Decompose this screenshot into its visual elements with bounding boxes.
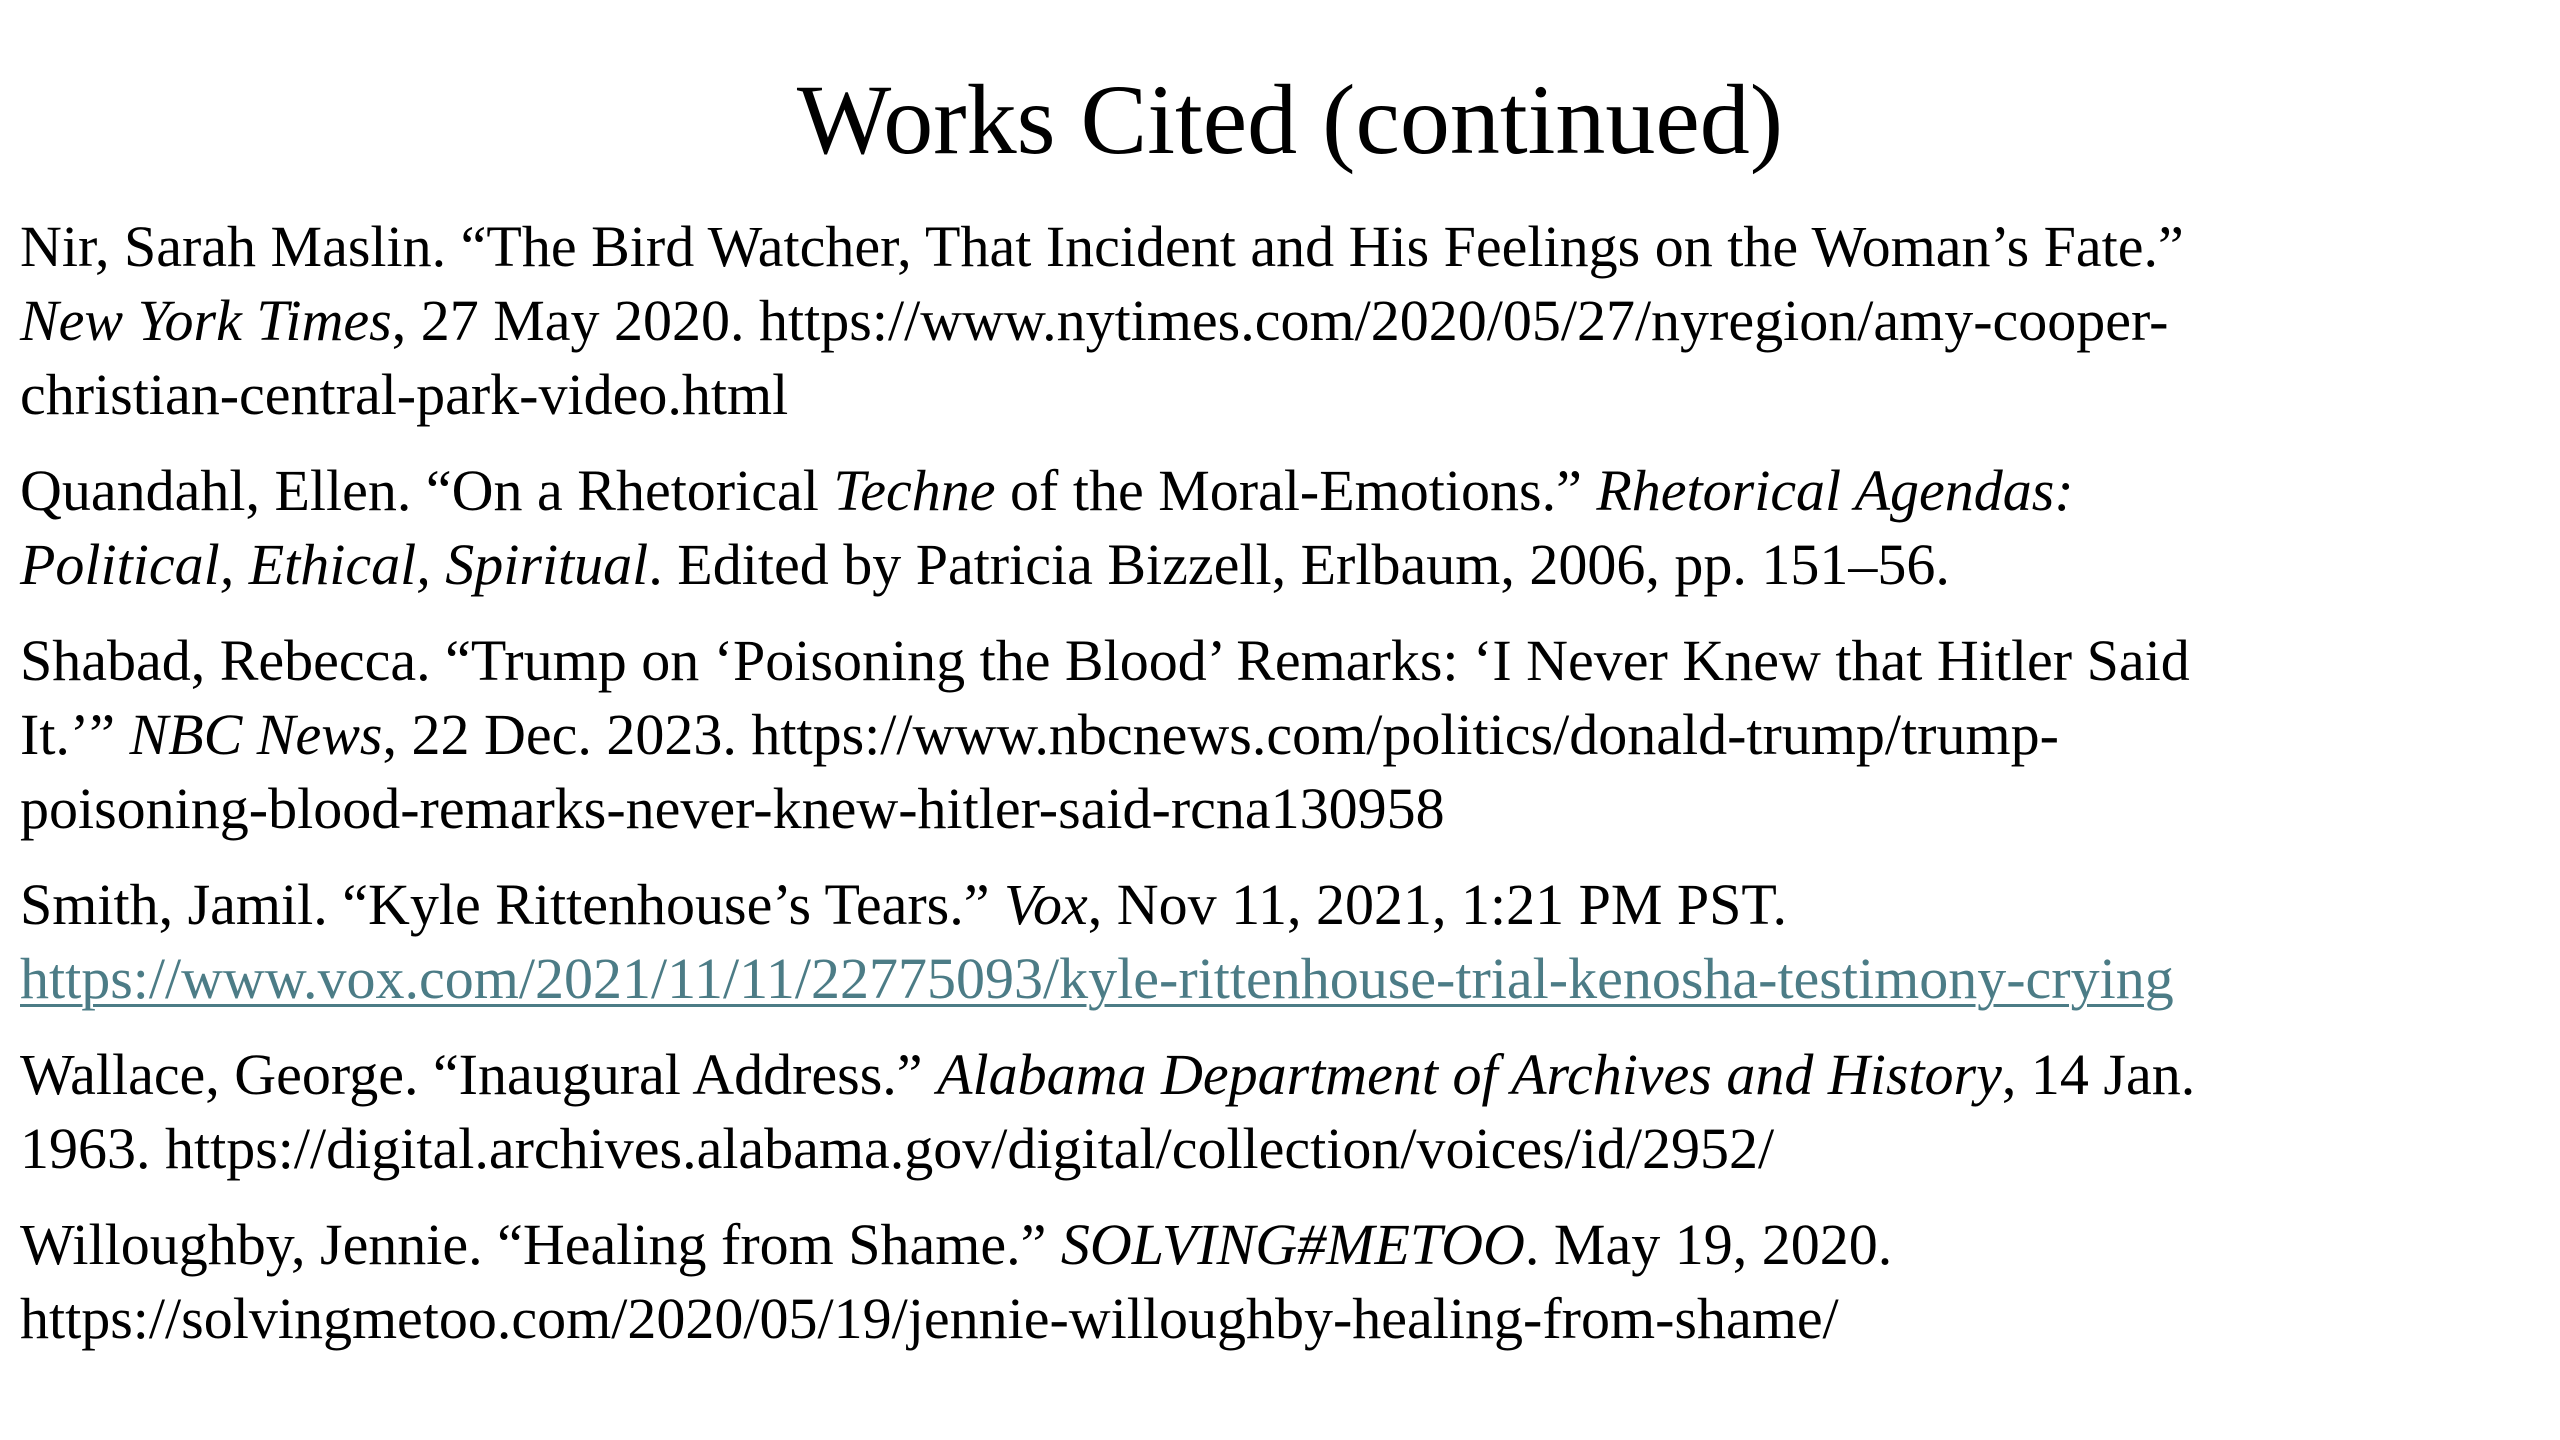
- citation-line: [20, 1038, 2520, 1112]
- citation-source: Vox: [1003, 872, 1088, 937]
- citation-line: [20, 868, 2520, 942]
- works-cited-list: [20, 210, 2520, 1356]
- citation-source: SOLVING#METOO: [1060, 1212, 1525, 1277]
- citation-entry-shabad: [20, 624, 2520, 846]
- citation-entry-nir: [20, 210, 2520, 432]
- citation-text: of the Moral-Emotions.”: [995, 458, 1597, 523]
- citation-text: Nir, Sarah Maslin. “The Bird Watcher, That Incident and His Feelings on the Woman’s Fate.”: [20, 214, 2184, 279]
- citation-line: [20, 210, 2520, 284]
- citation-line: [20, 942, 2520, 1016]
- citation-text: , Nov 11, 2021, 1:21 PM PST.: [1087, 872, 1788, 937]
- citation-text: It.’”: [20, 702, 130, 767]
- citation-line: [20, 358, 2520, 432]
- citation-line: [20, 284, 2520, 358]
- citation-line: [20, 1112, 2520, 1186]
- citation-text: . May 19, 2020.: [1524, 1212, 1893, 1277]
- citation-text: Wallace, George. “Inaugural Address.”: [20, 1042, 938, 1107]
- citation-text: christian-central-park-video.html: [20, 362, 789, 427]
- citation-text: Quandahl, Ellen. “On a Rhetorical: [20, 458, 834, 523]
- citation-line: [20, 1208, 2520, 1282]
- citation-text: https://solvingmetoo.com/2020/05/19/jennie-willoughby-healing-from-shame/: [20, 1286, 1839, 1351]
- slide-title: Works Cited (continued): [796, 64, 1784, 175]
- citation-entry-willoughby: [20, 1208, 2520, 1356]
- citation-text: poisoning-blood-remarks-never-knew-hitler-said-rcna130958: [20, 776, 1445, 841]
- vox-article-link[interactable]: https://www.vox.com/2021/11/11/22775093/kyle-rittenhouse-trial-kenosha-testimony-crying: [20, 946, 2174, 1011]
- citation-line: [20, 1282, 2520, 1356]
- citation-entry-smith: [20, 868, 2520, 1016]
- citation-text: Smith, Jamil. “Kyle Rittenhouse’s Tears.”: [20, 872, 1004, 937]
- citation-entry-wallace: [20, 1038, 2520, 1186]
- citation-text: . Edited by Patricia Bizzell, Erlbaum, 2006, pp. 151–56.: [648, 532, 1950, 597]
- citation-line: [20, 624, 2520, 698]
- citation-text: Willoughby, Jennie. “Healing from Shame.”: [20, 1212, 1061, 1277]
- citation-line: [20, 698, 2520, 772]
- citation-text: , 14 Jan.: [2001, 1042, 2196, 1107]
- citation-source: New York Times: [20, 288, 392, 353]
- citation-source: NBC News: [129, 702, 383, 767]
- citation-text: 1963. https://digital.archives.alabama.gov/digital/collection/voices/id/2952/: [20, 1116, 1775, 1181]
- citation-line: [20, 772, 2520, 846]
- citation-source: Alabama Department of Archives and History: [937, 1042, 2002, 1107]
- citation-source: Rhetorical Agendas:: [1596, 458, 2074, 523]
- citation-source: Political, Ethical, Spiritual: [20, 532, 649, 597]
- citation-line: [20, 528, 2520, 602]
- citation-line: [20, 454, 2520, 528]
- citation-text: Shabad, Rebecca. “Trump on ‘Poisoning the Blood’ Remarks: ‘I Never Knew that Hitler Said: [20, 628, 2190, 693]
- citation-text: , 22 Dec. 2023. https://www.nbcnews.com/politics/donald-trump/trump-: [382, 702, 2059, 767]
- citation-entry-quandahl: [20, 454, 2520, 602]
- citation-italic-term: Techne: [833, 458, 996, 523]
- citation-text: , 27 May 2020. https://www.nytimes.com/2020/05/27/nyregion/amy-cooper-: [391, 288, 2169, 353]
